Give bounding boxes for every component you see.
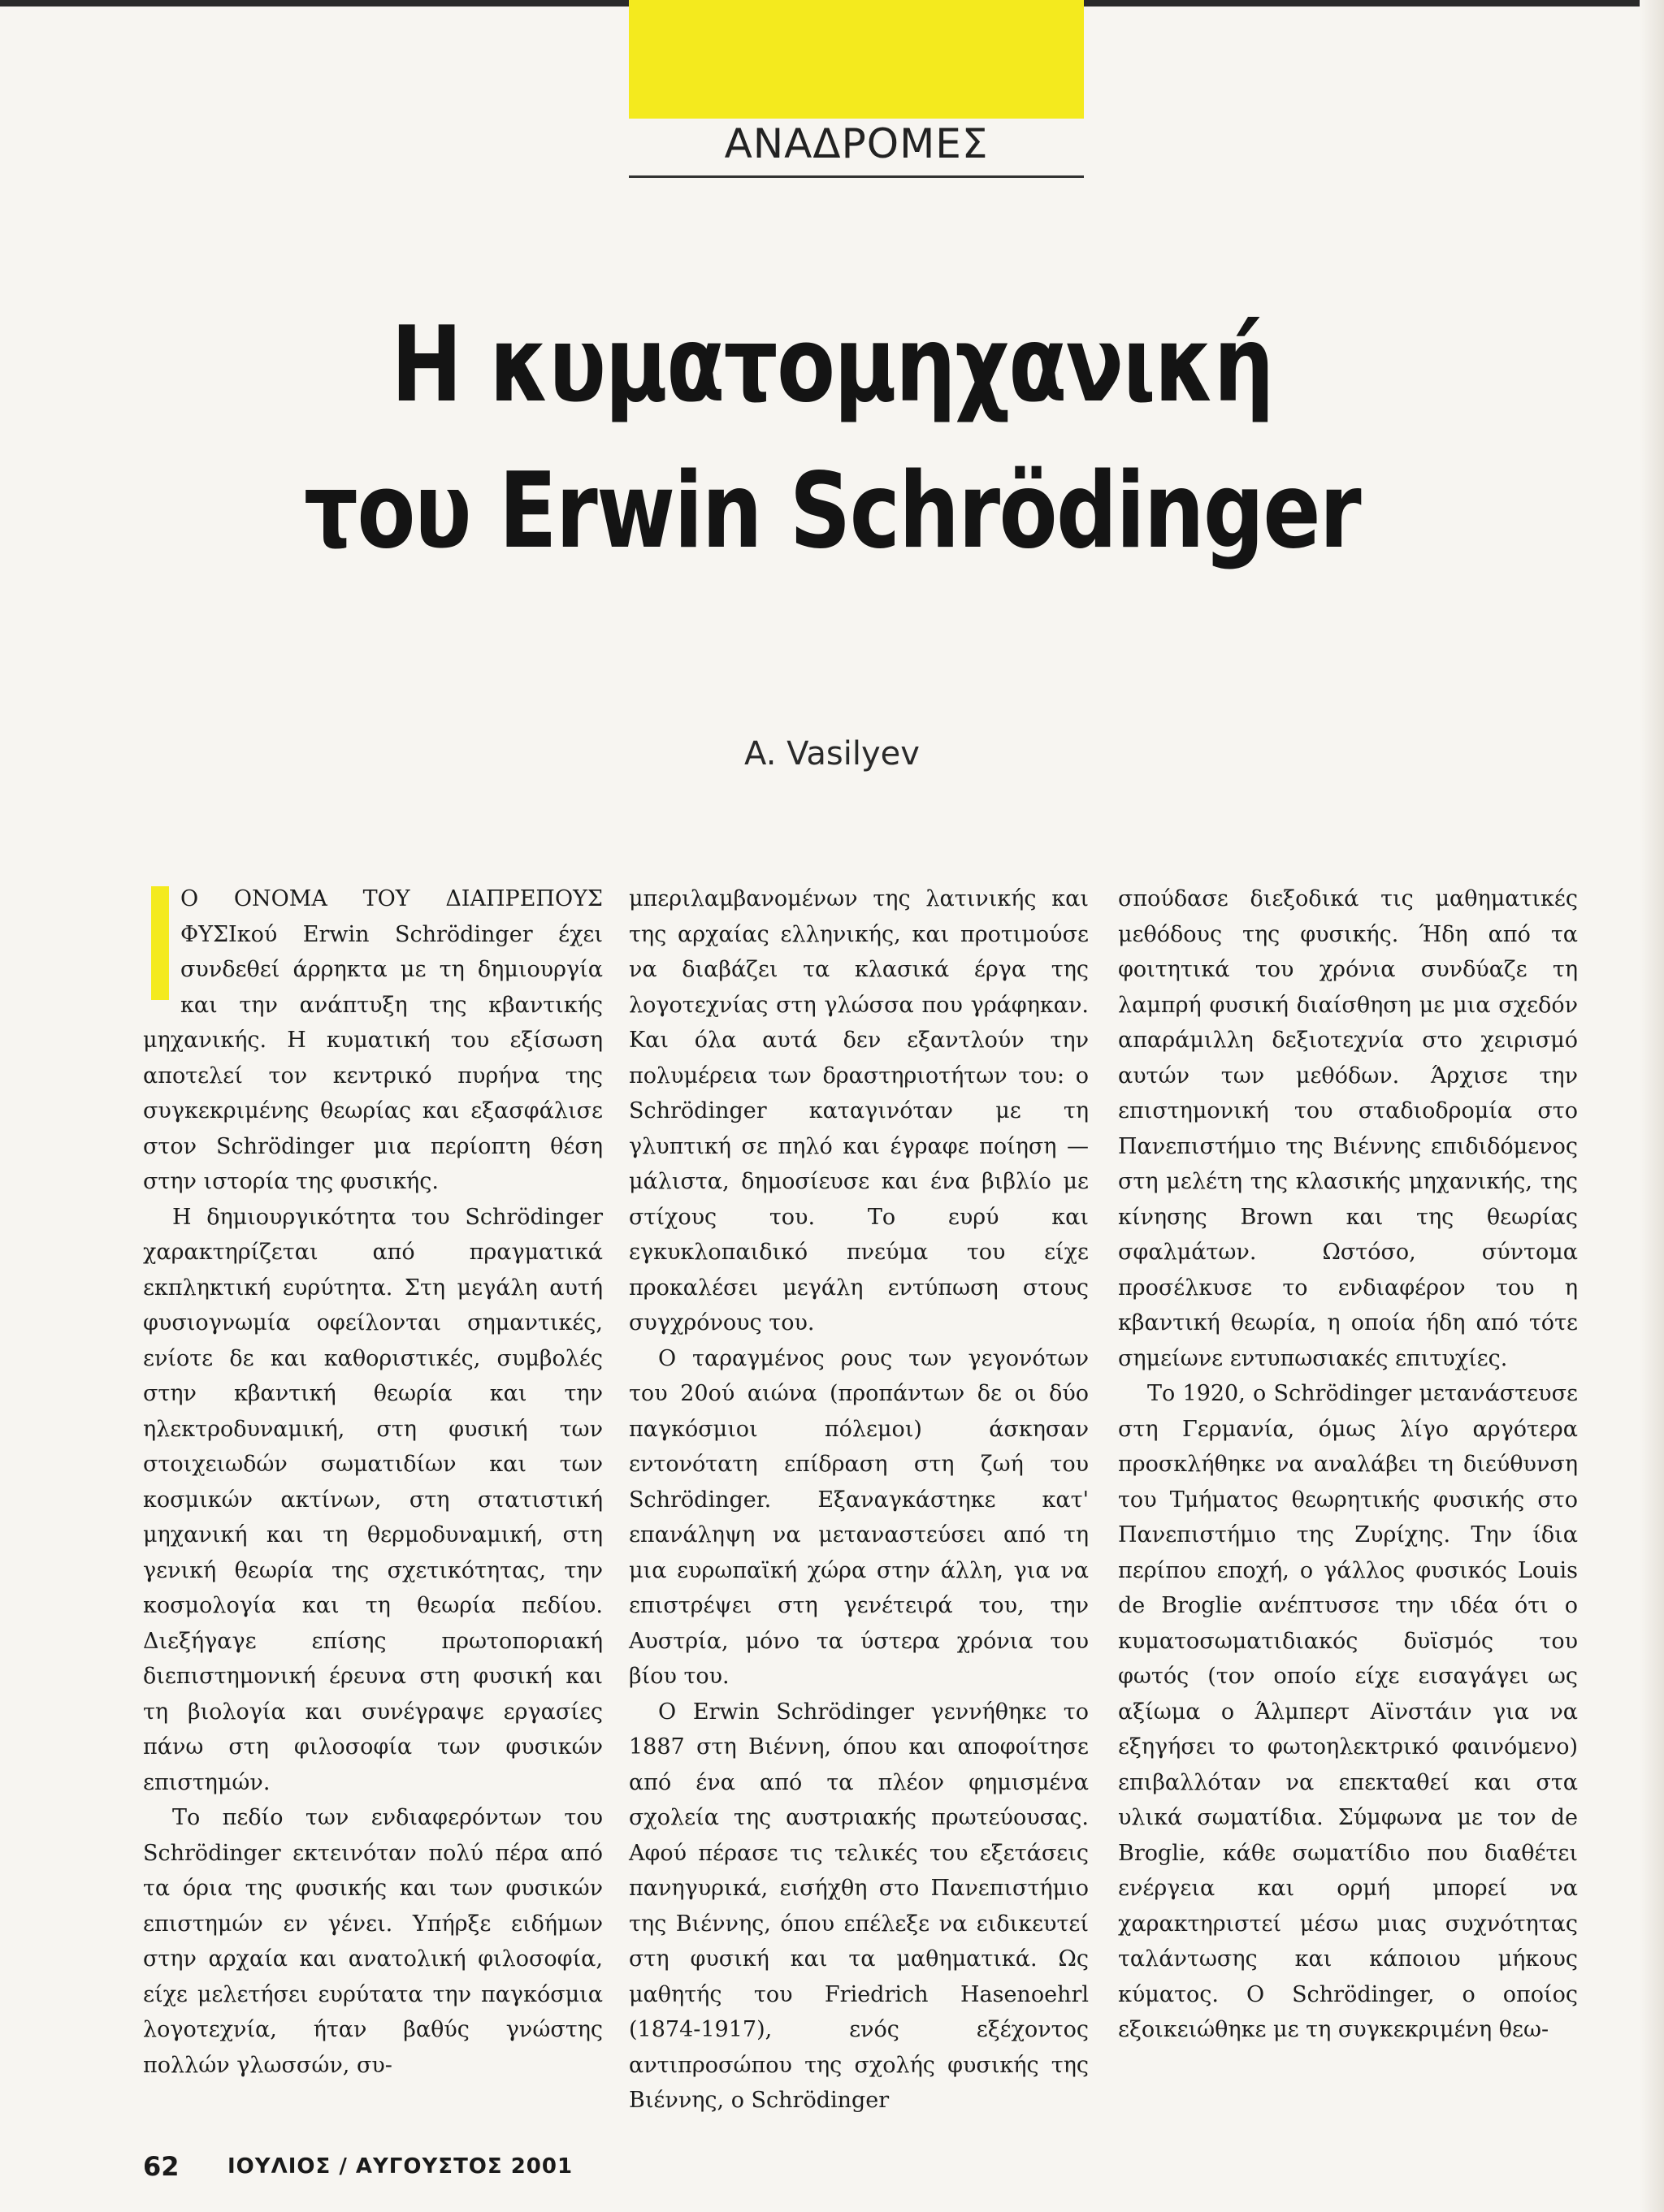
author-name: A. Vasilyev <box>744 735 920 773</box>
paragraph: Η δημιουργικότητα του Schrödinger χαρακτηρίζεται από πραγματικά εκπληκτική ευρύτητα. Στη μεγάλη αυτή φυσιογνωμία οφείλονται σημαντικές, ενίοτε δε και καθοριστικές, συμβολές στην κβαντική θεωρία και την ηλεκτροδυναμική, στη φυσική των στοιχειωδών σωματιδίων και των κοσμικών ακτίνων, στη στατιστική μηχανική και τη θερμοδυναμική, στη γενική θεωρία της σχετικότητας, την κοσμολογία και τη θεωρία πεδίου. Διεξήγαγε επίσης πρωτοποριακή διεπιστημονική έρευνα στη φυσική και τη βιολογία και συνέγραψε εργασίες πάνω στη φιλοσοφία των φυσικών επιστημών. <box>143 1204 603 1795</box>
paragraph: Το 1920, ο Schrödinger μετανάστευσε στη Γερμανία, όμως λίγο αργότερα προσκλήθηκε να αναλάβει τη διεύθυνση του Τμήματος θεωρητικής φυσικής στο Πανεπιστήμιο της Ζυρίχης. Την ίδια περίπου εποχή, ο γάλλος φυσικός Louis de Broglie ανέπτυσσε την ιδέα ότι ο κυματοσωματιδιακός δυϊσμός του φωτός (τον οποίο είχε εισαγάγει ως αξίωμα ο Άλμπερτ Αϊνστάιν για να εξηγήσει το φωτοηλεκτρικό φαινόμενο) επιβαλλόταν να επεκταθεί και στα υλικά σωματίδια. Σύμφωνα με τον de Broglie, κάθε σωματίδιο που διαθέτει ενέργεια και ορμή μπορεί να χαρακτηριστεί μέσω μιας συχνότητας ταλάντωσης και κάποιου μήκους κύματος. Ο Schrödinger, ο οποίος εξοικειώθηκε με τη συγκεκριμένη θεω- <box>1118 1381 1578 2042</box>
paragraph <box>143 881 603 1200</box>
section-color-block <box>629 0 1084 119</box>
page-edge-shadow <box>1640 0 1664 2212</box>
paragraph: Ο ταραγμένος ρους των γεγονότων του 20ού αιώνα (προπάντων δε οι δύο παγκόσμιοι πόλεμοι) άσκησαν εντονότατη επίδραση στη ζωή του Schrödinger. Εξαναγκάστηκε κατ' επανάληψη να μεταναστεύσει από τη μια ευρωπαϊκή χώρα στην άλλη, για να επιστρέψει στη γενέτειρά του, την Αυστρία, μόνο τα ύστερα χρόνια του βίου του. <box>629 1345 1089 1689</box>
paragraph: σπούδασε διεξοδικά τις μαθηματικές μεθόδους της φυσικής. Ήδη από τα φοιτητικά του χρόνια συνδύαζε τη λαμπρή φυσική διαίσθηση με μια σχεδόν απαράμιλλη δεξιοτεχνία στο χειρισμό αυτών των μεθόδων. Άρχισε την επιστημονική του σταδιοδρομία στο Πανεπιστήμιο της Βιέννης επιδιδόμενος στη μελέτη της κλασικής μηχανικής, της κίνησης Brown και της θεωρίας σφαλμάτων. Ωστόσο, σύντομα προσέλκυσε το ενδιαφέρον του η κβαντική θεωρία, η οποία ήδη από τότε σημείωνε εντυπωσιακές επιτυχίες. <box>1118 886 1578 1371</box>
title-line-2: του Erwin Schrödinger <box>303 451 1361 572</box>
section-label: ΑΝΑΔΡΟΜΕΣ <box>724 120 989 167</box>
paragraph-text: Ο ΟΝΟΜΑ ΤΟΥ ΔΙΑΠΡΕΠΟΥΣ ΦΥΣΙκού Erwin Schrödinger έχει συνδεθεί άρρηκτα με τη δημιουργία και την ανάπτυξη της κβαντικής μηχανικής. Η κυματική του εξίσωση αποτελεί τον κεντρικό πυρήνα της συγκεκριμένης θεωρίας και εξασφάλισε στον Schrödinger μια περίοπτη θέση στην ιστορία της φυσικής. <box>143 886 603 1194</box>
text-column-3 <box>1118 881 1578 2048</box>
paragraph: Το πεδίο των ενδιαφερόντων του Schrödinger εκτεινόταν πολύ πέρα από τα όρια της φυσικής και των φυσικών επιστημών εν γένει. Υπήρξε ειδήμων στην αρχαία και ανατολική φιλοσοφία, είχε μελετήσει ευρύτατα την παγκόσμια λογοτεχνία, ήταν βαθύς γνώστης πολλών γλωσσών, συ- <box>143 1805 603 2078</box>
page-number: 62 <box>143 2151 180 2182</box>
article-title <box>150 292 1514 585</box>
text-column-1 <box>143 881 603 2083</box>
title-line-1: Η κυματομηχανική <box>391 305 1273 426</box>
paragraph: Ο Erwin Schrödinger γεννήθηκε το 1887 στη Βιέννη, όπου και αποφοίτησε από ένα από τα πλέον φημισμένα σχολεία της αυστριακής πρωτεύουσας. Αφού πέρασε τις τελικές του εξετάσεις πανηγυρικά, εισήχθη στο Πανεπιστήμιο της Βιέννης, όπου επέλεξε να ειδικευτεί στη φυσική και τα μαθηματικά. Ως μαθητής του Friedrich Hasenoehrl (1874-1917), ενός εξέχοντος αντιπροσώπου της σχολής φυσικής της Βιέννης, ο Schrödinger <box>629 1699 1089 2113</box>
section-rule <box>629 175 1084 178</box>
drop-cap-bar <box>151 886 169 1000</box>
issue-date: ΙΟΥΛΙΟΣ / ΑΥΓΟΥΣΤΟΣ 2001 <box>228 2154 574 2179</box>
text-column-2 <box>629 881 1089 2119</box>
paragraph: μπεριλαμβανομένων της λατινικής και της αρχαίας ελληνικής, και προτιμούσε να διαβάζει τα κλασικά έργα της λογοτεχνίας στη γλώσσα που γράφηκαν. Και όλα αυτά δεν εξαντλούν την πολυμέρεια των δραστηριοτήτων του: ο Schrödinger καταγινόταν με τη γλυπτική σε πηλό και έγραφε ποίηση —μάλιστα, δημοσίευσε και ένα βιβλίο με στίχους του. Το ευρύ και εγκυκλοπαιδικό πνεύμα του είχε προκαλέσει μεγάλη εντύπωση στους συγχρόνους του. <box>629 886 1089 1335</box>
